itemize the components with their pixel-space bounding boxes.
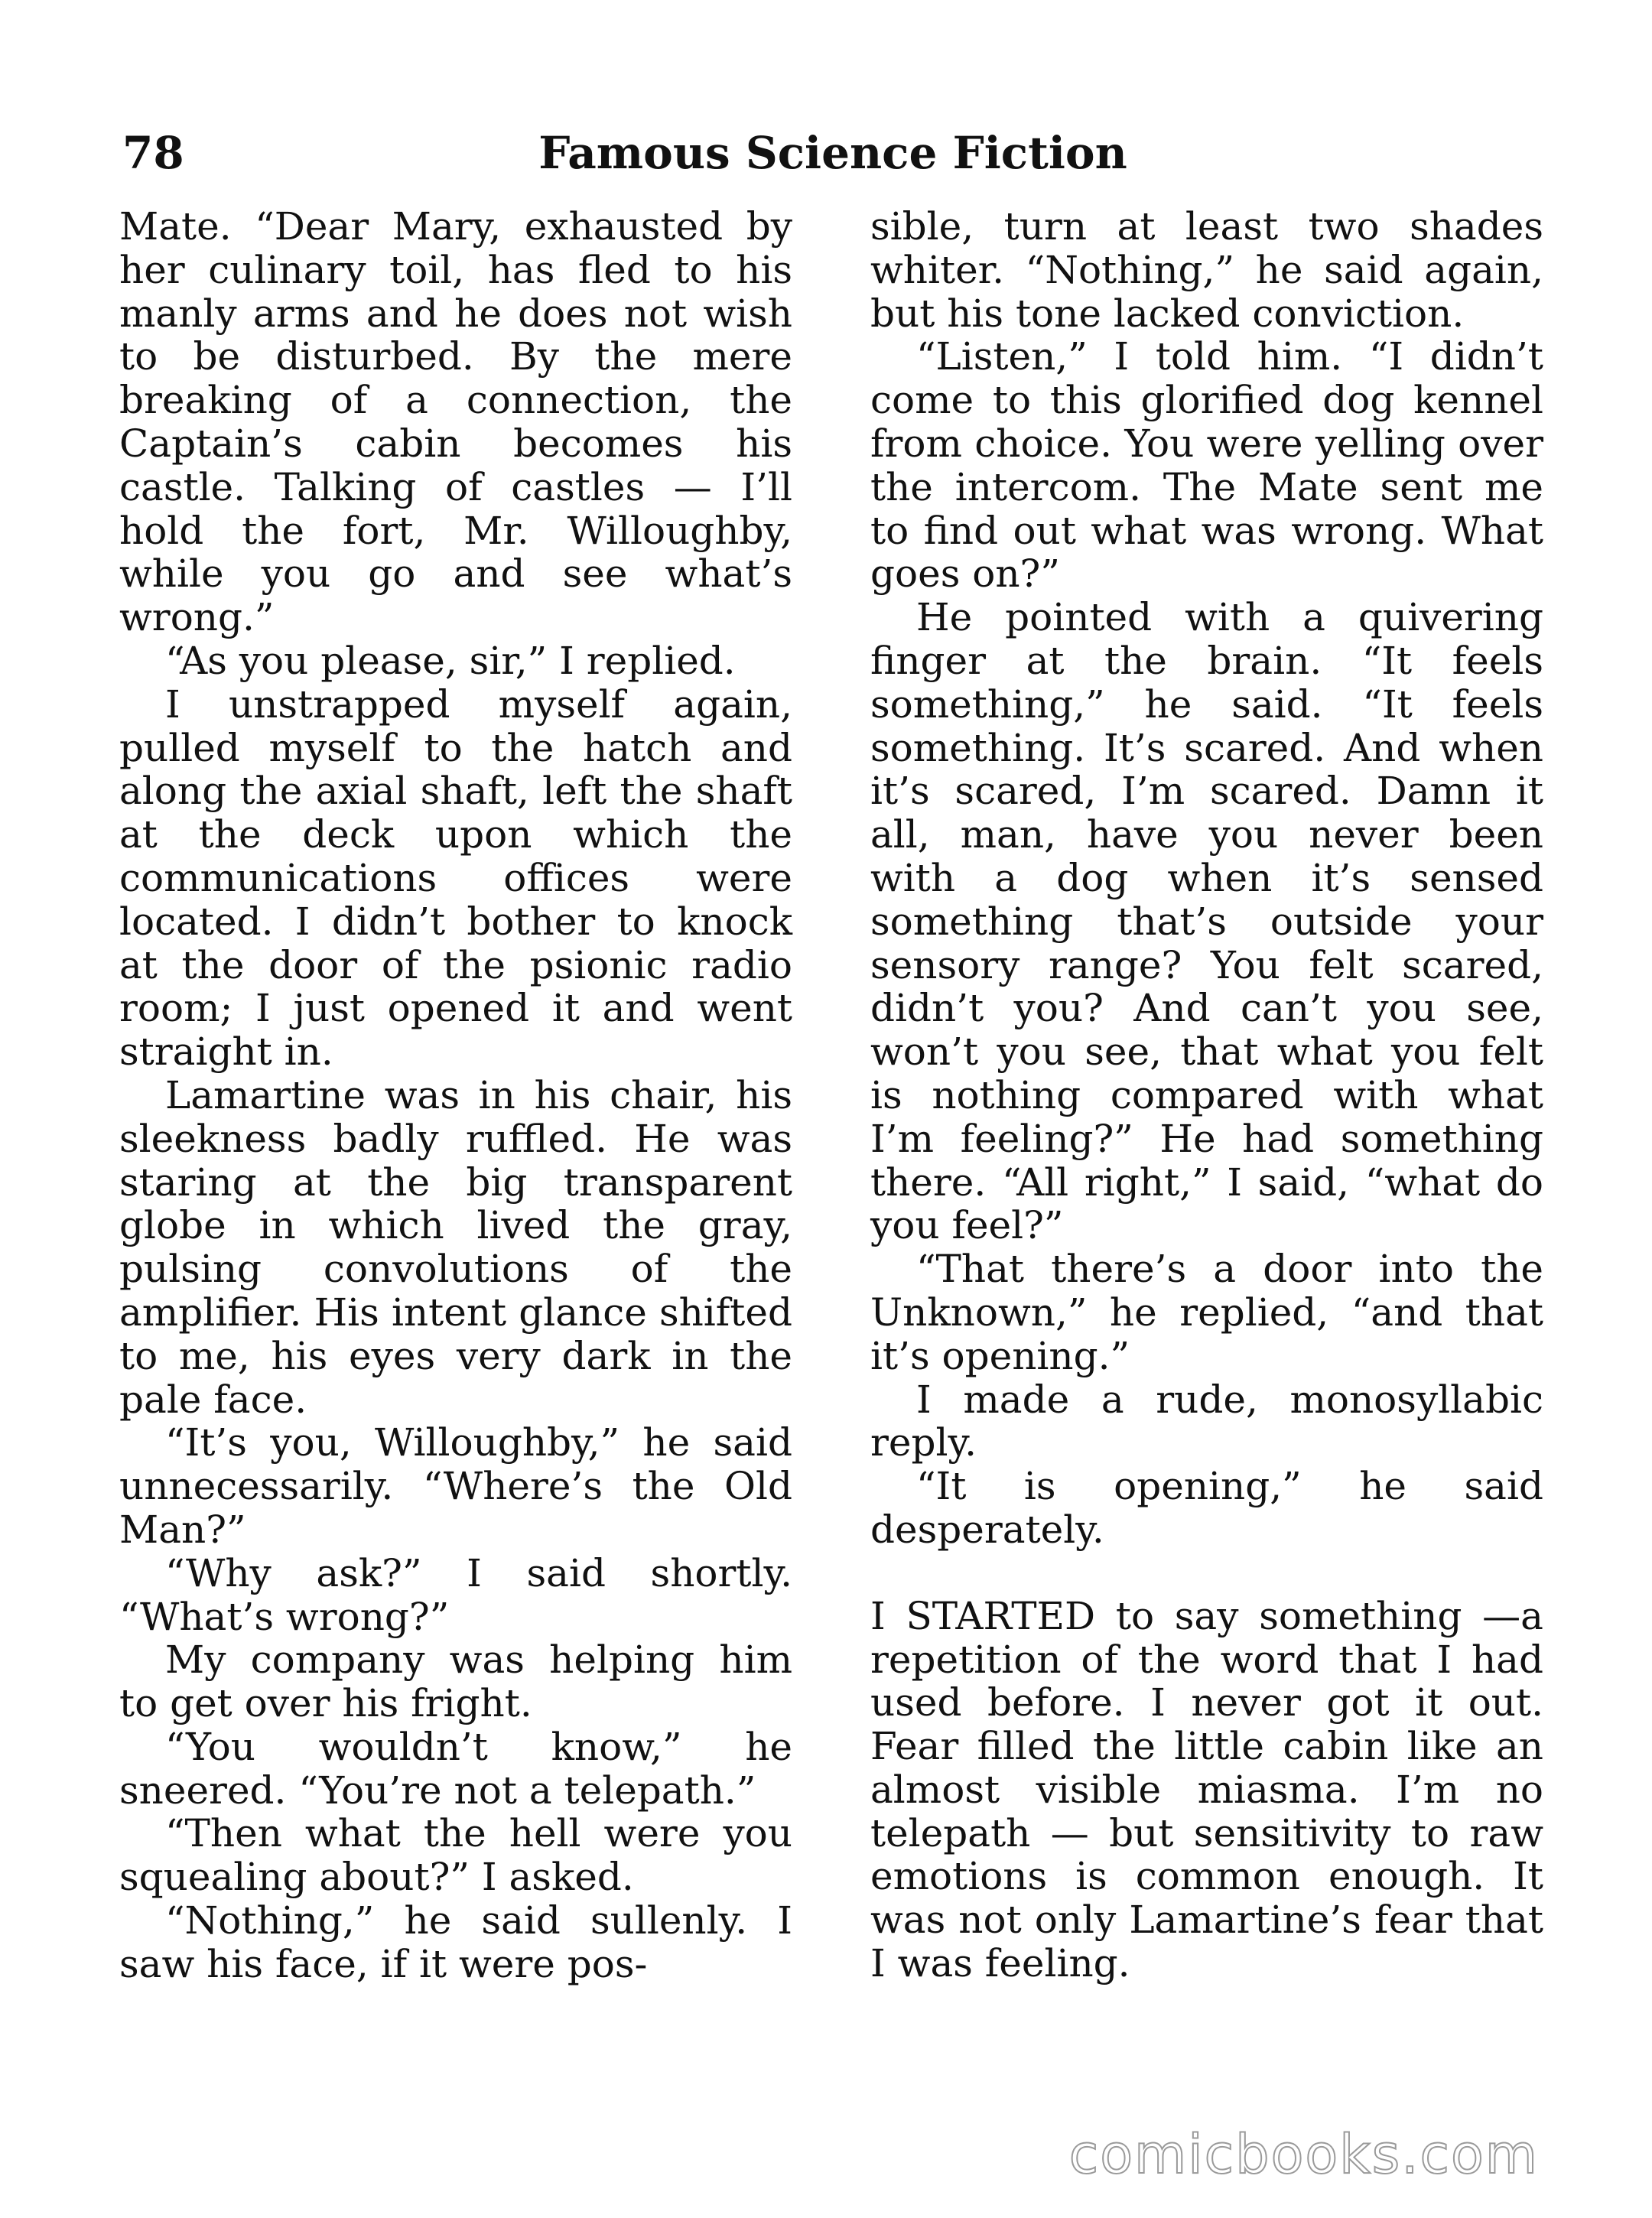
paragraph: “Nothing,” he said sullenly. I saw his face, if it were pos-	[119, 1898, 792, 1986]
paragraph: “It’s you, Willoughby,” he said unnecessarily. “Where’s the Old Man?”	[119, 1420, 792, 1552]
paragraph: “It is opening,” he said desperately.	[870, 1464, 1543, 1552]
paragraph: Mate. “Dear Mary, exhausted by her culinary toil, has fled to his manly arms and he does not wish to be disturbed. By the mere breaking of a connection, the Captain’s cabin becomes his castle. Talking of castles — I’ll hold the fort, Mr. Willoughby, while you go and see what’s wrong.”	[119, 204, 792, 640]
paragraph: “As you please, sir,” I replied.	[165, 638, 736, 683]
right-column	[870, 205, 1543, 1985]
running-title: Famous Science Fiction	[538, 127, 1127, 179]
section-start-paragraph: I STARTED to say something —a repetition of the word that I had used before. I never got it out. Fear filled the little cabin like an almost visible miasma. I’m no telepath — but sensitivity to raw emotions is common enough. It was not only Lamartine’s fear that I was feeling.	[870, 1593, 1543, 1986]
paragraph: My company was helping him to get over his fright.	[119, 1637, 792, 1726]
paragraph: He pointed with a quivering finger at the brain. “It feels something,” he said. “It feels something. It’s scared. And when it’s scared, I’m scared. Damn it all, man, have you never been with a dog when it’s sensed something that’s outside your sensory range? You felt scared, didn’t you? And can’t you see, won’t you see, that what you felt is nothing compared with what I’m feeling?” He had something there. “All right,” I said, “what do you feel?”	[870, 595, 1543, 1248]
paragraph: Lamartine was in his chair, his sleekness badly ruffled. He was staring at the big transparent globe in which lived the gray, pulsing convolutions of the amplifier. His intent glance shifted to me, his eyes very dark in the pale face.	[119, 1072, 792, 1422]
page-header	[122, 126, 1543, 187]
paragraph: “Listen,” I told him. “I didn’t come to this glorified dog kennel from choice. You were yelling over the intercom. The Mate sent me to find out what was wrong. What goes on?”	[870, 334, 1543, 597]
paragraph: I unstrapped myself again, pulled myself to the hatch and along the axial shaft, left the shaft at the deck upon which the communications offices were located. I didn’t bother to knock at the door of the psionic radio room; I just opened it and went straight in.	[119, 681, 792, 1075]
watermark-logo: comicbooks.com	[1068, 2123, 1539, 2186]
paragraph: “Why ask?” I said shortly. “What’s wrong?”	[119, 1550, 792, 1639]
paragraph: “You wouldn’t know,” he sneered. “You’re not a telepath.”	[119, 1724, 792, 1813]
paragraph: sible, turn at least two shades whiter. “Nothing,” he said again, but his tone lacked conviction.	[870, 204, 1543, 336]
paragraph: “That there’s a door into the Unknown,” he replied, “and that it’s opening.”	[870, 1247, 1543, 1378]
paragraph: “Then what the hell were you squealing about?” I asked.	[119, 1811, 792, 1900]
paragraph: I made a rude, monosyllabic reply.	[870, 1377, 1543, 1465]
page-number: 78	[122, 127, 184, 179]
left-column	[119, 205, 792, 1986]
